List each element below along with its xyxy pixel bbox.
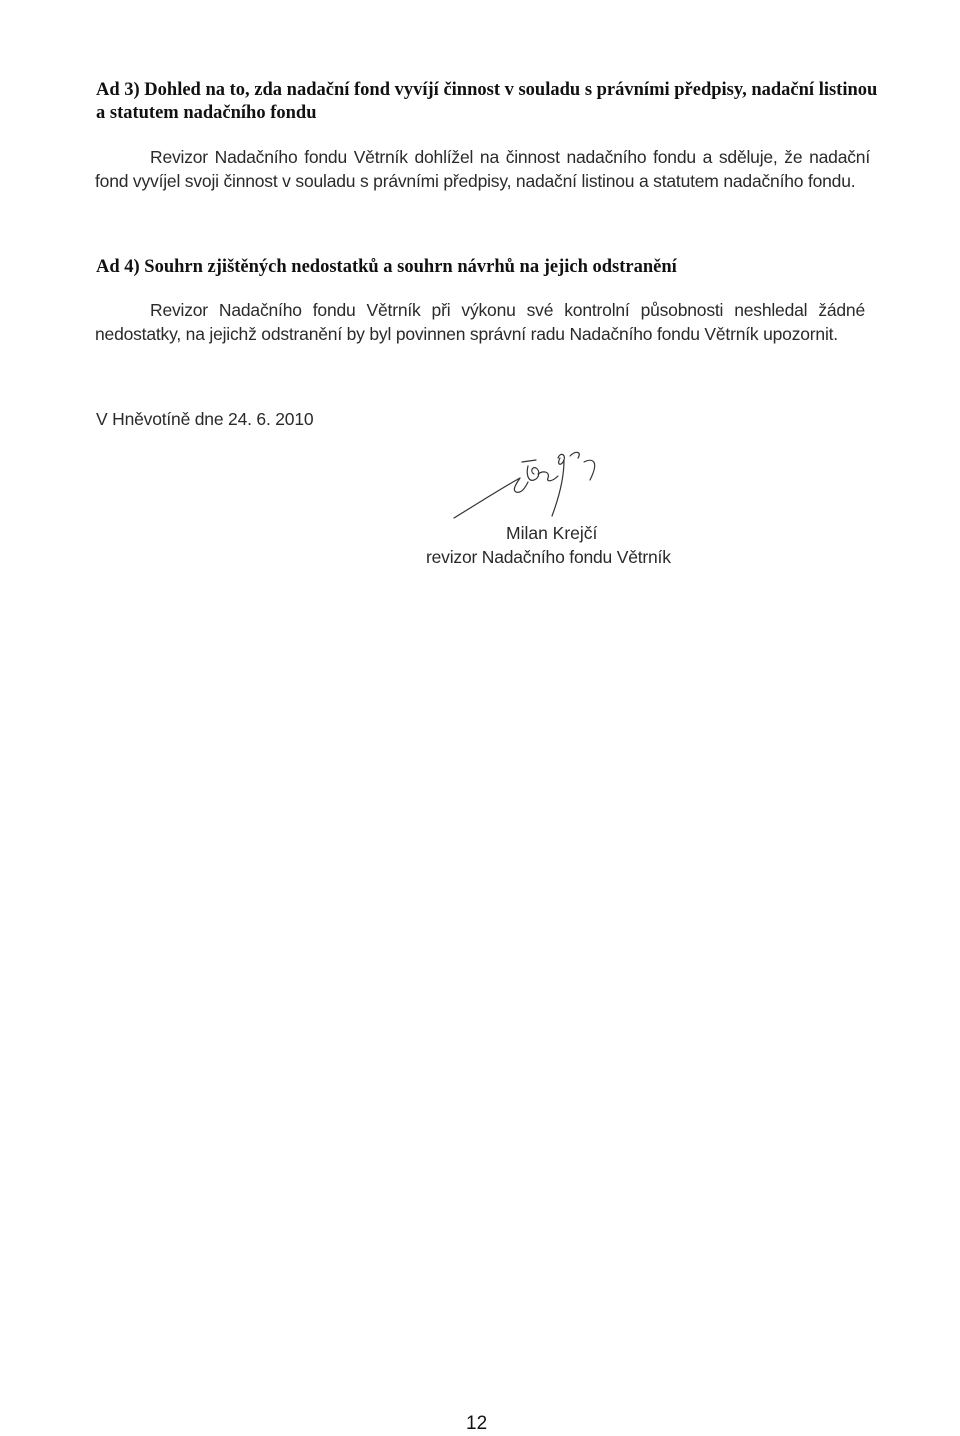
section-3-body [95,145,870,193]
section-3-heading: Ad 3) Dohled na to, zda nadační fond vyvíjí činnost v souladu s právními předpisy, nadační listinou a statutem nadačního fondu [96,80,878,123]
section-4-body-text: Revizor Nadačního fondu Větrník při výkonu své kontrolní působnosti neshledal žádné nedostatky, na jejichž odstranění by byl povinnen správní radu Nadačního fondu Větrník upozornit. [95,300,865,344]
signer-role: revizor Nadačního fondu Větrník [426,547,671,567]
section-4-body [95,298,865,346]
handwritten-signature [440,440,680,530]
section-4-heading: Ad 4) Souhrn zjištěných nedostatků a souhrn návrhů na jejich odstranění [96,257,677,277]
signer-name: Milan Krejčí [506,523,598,543]
section-3-body-text: Revizor Nadačního fondu Větrník dohlížel na činnost nadačního fondu a sděluje, že nadační fond vyvíjel svoji činnost v souladu s právními předpisy, nadační listinou a statutem nadačního fondu. [95,147,870,191]
place-date: V Hněvotíně dne 24. 6. 2010 [96,409,314,429]
page-number: 12 [466,1413,488,1434]
